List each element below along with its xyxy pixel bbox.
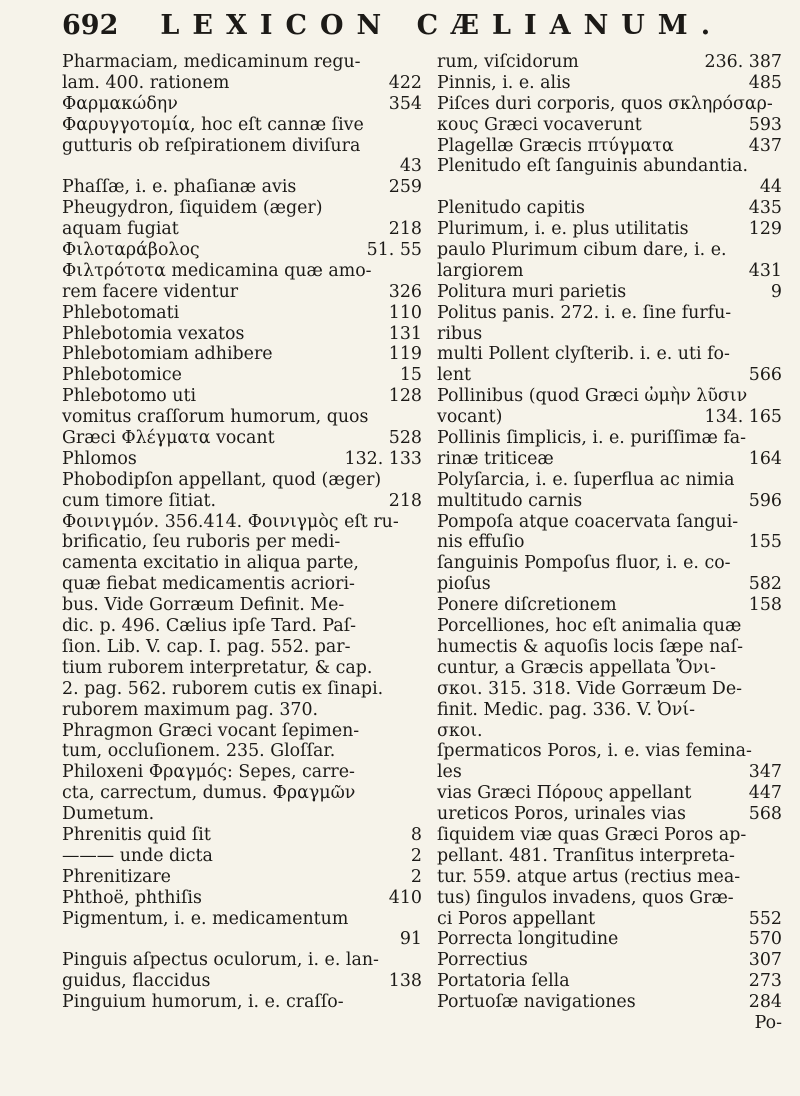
entry-text: Phragmon Græci vocant ſepimen- [62, 720, 360, 741]
entry-line [62, 679, 422, 700]
entry-text: tus) ſingulos invadens, quos Græ- [437, 887, 734, 908]
entry-text: aquam fugiat [62, 219, 179, 240]
entry-line [62, 992, 422, 1013]
page-reference: 91 [399, 929, 422, 950]
entry-line [62, 950, 422, 971]
page-reference: 568 [748, 804, 782, 825]
entry-text: ureticos Poros, urinales vias [437, 804, 686, 825]
entry-text: Piſces duri corporis, quos σκληρόσαρ- [437, 93, 773, 114]
page-reference: 44 [759, 177, 782, 198]
page-reference: 422 [388, 72, 422, 93]
entry-text: tium ruborem interpretatur, & cap. [62, 657, 373, 678]
entry-line [437, 658, 782, 679]
entry-text: gutturis ob reſpirationem diviſura [62, 135, 361, 156]
entry-line [62, 574, 422, 595]
entry-text: multi Pollent clyſterib. i. e. uti fo- [437, 344, 730, 365]
entry-text: pioſus [437, 574, 491, 595]
entry-text: Ponere diſcretionem [437, 595, 617, 616]
entry-text: Pinguium humorum, i. e. craſſo- [62, 992, 344, 1013]
entry-text: Dumetum. [62, 804, 155, 825]
entry-text: Phobodipſon appellant, quod (æger) [62, 469, 382, 490]
page-reference: Po- [754, 1012, 782, 1033]
entry-text: Phaſſæ, i. e. phaſianæ avis [62, 177, 297, 198]
entry-line [62, 512, 422, 533]
entry-text: largiorem [437, 260, 524, 281]
page-reference: 582 [748, 574, 782, 595]
page-reference: 593 [748, 114, 782, 135]
entry-text: ruborem maximum pag. 370. [62, 699, 319, 720]
entry-line [437, 929, 782, 950]
entry-line [62, 303, 422, 324]
entry-text: vomitus craſſorum humorum, quos [62, 407, 369, 428]
entry-line [437, 679, 782, 700]
entry-text: Politus panis. 272. i. e. ſine furfu- [437, 302, 732, 323]
entry-text: finit. Medic. pag. 336. V. Ὀνί- [437, 699, 696, 720]
entry-text: guidus, flaccidus [62, 971, 211, 992]
entry-line [62, 721, 422, 742]
entry-text: brificatio, ſeu ruboris per medi- [62, 532, 341, 553]
entry-text: vias Græci Πόρους appellant [437, 783, 692, 804]
entry-text: Φιλοταράβολος [62, 240, 200, 261]
entry-line [62, 219, 422, 240]
entry-line [437, 825, 782, 846]
entry-text: les [437, 762, 462, 783]
entry-text: Phrenitizare [62, 866, 171, 887]
entry-text: dic. p. 496. Cælius ipſe Tard. Paſ- [62, 616, 357, 637]
page-reference: 431 [748, 260, 782, 281]
entry-text: humectis & aquoſis locis ſæpe naſ- [437, 636, 743, 657]
entry-line [62, 846, 422, 867]
entry-line [62, 261, 422, 282]
entry-text: Portatoria ſella [437, 971, 570, 992]
entry-text: camenta excitatio in aliqua parte, [62, 553, 359, 574]
entry-text: Plenitudo eſt ſanguinis abundantia. [437, 156, 749, 177]
entry-line [437, 1013, 782, 1034]
entry-line [437, 115, 782, 136]
entry-text: Pollinis ſimplicis, i. e. puriſſimæ fa- [437, 428, 747, 449]
entry-line [62, 470, 422, 491]
entry-text: Porrectius [437, 950, 528, 971]
entry-line [437, 407, 782, 428]
entry-text: Pompoſa atque coacervata ſangui- [437, 511, 739, 532]
entry-text: multitudo carnis [437, 490, 583, 511]
entry-line [62, 741, 422, 762]
entry-line [62, 888, 422, 909]
page-reference: 485 [748, 72, 782, 93]
entry-line [62, 386, 422, 407]
entry-text: Phlomos [62, 448, 137, 469]
page-reference: 596 [748, 490, 782, 511]
entry-text: Porrecta longitudine [437, 929, 619, 950]
entry-line [437, 240, 782, 261]
page-reference: 164 [748, 448, 782, 469]
entry-line [437, 344, 782, 365]
entry-text: cta, carrectum, dumus. Φραγμῶν [62, 783, 356, 804]
entry-line [437, 512, 782, 533]
entry-line [62, 909, 422, 930]
entry-text: lam. 400. rationem [62, 72, 230, 93]
running-title: LEXICON CÆLIANUM. [160, 10, 724, 41]
page-reference: 158 [748, 595, 782, 616]
entry-line [437, 888, 782, 909]
page-reference: 8 [410, 824, 422, 845]
entry-text: Pinguis aſpectus oculorum, i. e. lan- [62, 950, 379, 971]
page-reference: 132. 133 [344, 448, 422, 469]
entry-text: Phlebotomiam adhibere [62, 344, 273, 365]
entry-text: Pigmentum, i. e. medicamentum [62, 908, 349, 929]
entry-line [437, 637, 782, 658]
entry-line [437, 136, 782, 157]
entry-line [62, 115, 422, 136]
page-reference: 437 [748, 135, 782, 156]
entry-line [62, 700, 422, 721]
entry-line [62, 762, 422, 783]
entry-line [437, 177, 782, 198]
entry-line [437, 156, 782, 177]
page-reference: 129 [748, 219, 782, 240]
page-reference: 128 [388, 386, 422, 407]
page-reference: 138 [388, 971, 422, 992]
entry-line [62, 783, 422, 804]
entry-text: Phlebotomo uti [62, 386, 197, 407]
entry-line [62, 344, 422, 365]
entry-line [437, 324, 782, 345]
entry-line [62, 532, 422, 553]
right-column [437, 52, 782, 1034]
entry-text: Phlebotomati [62, 302, 180, 323]
entry-line [62, 929, 422, 950]
entry-text: Pheugydron, ſiquidem (æger) [62, 198, 323, 219]
entry-line [437, 741, 782, 762]
page-reference: 552 [748, 908, 782, 929]
entry-line [437, 574, 782, 595]
entry-text: Plagellæ Græcis πτύγματα [437, 135, 674, 156]
entry-line [437, 762, 782, 783]
entry-line [437, 365, 782, 386]
entry-text: pellant. 481. Tranſitus interpreta- [437, 845, 735, 866]
entry-line [62, 407, 422, 428]
entry-text: ſpermaticos Poros, i. e. vias femina- [437, 741, 752, 762]
entry-line [437, 94, 782, 115]
page-reference: 566 [748, 365, 782, 386]
page-reference: 326 [388, 281, 422, 302]
entry-line [437, 992, 782, 1013]
entry-text: vocant) [437, 407, 503, 428]
entry-line [62, 658, 422, 679]
page-reference: 347 [748, 762, 782, 783]
entry-line [62, 595, 422, 616]
page-reference: 354 [388, 93, 422, 114]
entry-line [62, 52, 422, 73]
page-reference: 134. 165 [704, 407, 782, 428]
entry-text: Polyſarcia, i. e. ſuperflua ac nimia [437, 469, 735, 490]
entry-line [437, 428, 782, 449]
entry-line [62, 449, 422, 470]
entry-text: Plenitudo capitis [437, 198, 585, 219]
entry-line [437, 950, 782, 971]
page-reference: 435 [748, 198, 782, 219]
entry-line [437, 449, 782, 470]
entry-text: Philoxeni Φραγμός: Sepes, carre- [62, 762, 355, 783]
entry-text: rem facere videntur [62, 281, 239, 302]
entry-line [437, 386, 782, 407]
page-reference: 528 [388, 428, 422, 449]
page-number: 692 [62, 10, 119, 41]
entry-line [437, 846, 782, 867]
entry-text: Φαρυγγοτομία, hoc eſt cannæ ſive [62, 114, 364, 135]
page-reference: 218 [388, 219, 422, 240]
entry-line [437, 721, 782, 742]
entry-text: cuntur, a Græcis appellata Ὄνι- [437, 657, 716, 678]
entry-text: ——— unde dicta [62, 845, 213, 866]
entry-text: quæ fiebat medicamentis acriori- [62, 574, 355, 595]
entry-line [62, 804, 422, 825]
page-reference: 15 [399, 365, 422, 386]
entry-line [62, 136, 422, 157]
page-reference: 2 [410, 845, 422, 866]
entry-line [62, 156, 422, 177]
entry-text: Phthoë, phthiſis [62, 887, 202, 908]
entry-line [437, 804, 782, 825]
entry-line [62, 867, 422, 888]
page-header [62, 10, 762, 50]
entry-line [437, 261, 782, 282]
entry-text: Græci Φλέγματα vocant [62, 428, 275, 449]
page-reference: 131 [388, 323, 422, 344]
entry-line [437, 470, 782, 491]
entry-line [437, 219, 782, 240]
entry-text: 2. pag. 562. ruborem cutis ex ſinapi. [62, 678, 384, 699]
entry-text: ci Poros appellant [437, 908, 596, 929]
entry-text: bus. Vide Gorræum Definit. Me- [62, 595, 345, 616]
page-reference: 119 [388, 344, 422, 365]
page-reference: 51. 55 [366, 240, 422, 261]
entry-line [437, 867, 782, 888]
entry-line [437, 616, 782, 637]
page-reference: 447 [748, 783, 782, 804]
entry-text: rum, viſcidorum [437, 52, 579, 72]
entry-text: Pinnis, i. e. alis [437, 72, 571, 93]
entry-text: Phlebotomia vexatos [62, 323, 245, 344]
page-reference: 9 [770, 281, 782, 302]
entry-line [62, 73, 422, 94]
entry-line [62, 971, 422, 992]
entry-text: Porcelliones, hoc eſt animalia quæ [437, 616, 742, 637]
entry-text: Φαρμακώδην [62, 93, 178, 114]
entry-text: κους Græci vocaverunt [437, 114, 642, 135]
entry-line [437, 595, 782, 616]
entry-line [62, 324, 422, 345]
page-reference: 284 [748, 992, 782, 1013]
entry-text: tur. 559. atque artus (rectius mea- [437, 866, 741, 887]
page-reference: 43 [399, 156, 422, 177]
page-reference: 273 [748, 971, 782, 992]
entry-text: Pharmaciam, medicaminum regu- [62, 52, 361, 72]
entry-line [437, 971, 782, 992]
entry-line [62, 491, 422, 512]
page-reference: 236. 387 [704, 52, 782, 72]
entry-line [437, 198, 782, 219]
entry-text: Phlebotomice [62, 365, 182, 386]
entry-line [437, 303, 782, 324]
page-reference: 110 [388, 302, 422, 323]
entry-line [62, 94, 422, 115]
page-reference: 259 [388, 177, 422, 198]
page-reference: 155 [748, 532, 782, 553]
left-column [62, 52, 422, 1013]
entry-line [437, 282, 782, 303]
entry-text: Plurimum, i. e. plus utilitatis [437, 219, 689, 240]
entry-text: ribus [437, 323, 483, 344]
page-reference: 570 [748, 929, 782, 950]
entry-text: Politura muri parietis [437, 281, 627, 302]
page-reference: 307 [748, 950, 782, 971]
entry-text: ſion. Lib. V. cap. I. pag. 552. par- [62, 636, 351, 657]
entry-text: Pollinibus (quod Græci ὠμὴν λῦσιν [437, 386, 748, 407]
entry-line [62, 198, 422, 219]
entry-text: σκοι. 315. 318. Vide Gorræum De- [437, 678, 743, 699]
entry-text: tum, occluſionem. 235. Gloſſar. [62, 741, 336, 762]
entry-text: paulo Plurimum cibum dare, i. e. [437, 240, 727, 261]
entry-line [437, 909, 782, 930]
entry-text: ſanguinis Pompoſus fluor, i. e. co- [437, 553, 731, 574]
page-reference: 410 [388, 887, 422, 908]
entry-line [437, 783, 782, 804]
entry-line [437, 52, 782, 73]
entry-text: Phrenitis quid ſit [62, 824, 211, 845]
entry-line [437, 73, 782, 94]
entry-text: Φιλτρότοτα medicamina quæ amo- [62, 260, 372, 281]
entry-line [62, 177, 422, 198]
entry-text: σκοι. [437, 720, 483, 741]
entry-line [437, 491, 782, 512]
entry-text: Φοινιγμόν. 356.414. Φοινιγμὸς eſt ru- [62, 511, 399, 532]
entry-text: Portuoſæ navigationes [437, 992, 636, 1013]
entry-line [62, 428, 422, 449]
entry-text: nis effuſio [437, 532, 525, 553]
entry-line [62, 825, 422, 846]
entry-text: ſiquidem viæ quas Græci Poros ap- [437, 824, 747, 845]
entry-line [437, 553, 782, 574]
entry-line [437, 532, 782, 553]
entry-line [62, 616, 422, 637]
page-reference: 2 [410, 866, 422, 887]
entry-line [62, 240, 422, 261]
page-reference: 218 [388, 490, 422, 511]
entry-line [62, 553, 422, 574]
entry-line [62, 637, 422, 658]
entry-line [437, 700, 782, 721]
entry-text: cum timore ſitiat. [62, 490, 217, 511]
entry-text: rinæ triticeæ [437, 448, 554, 469]
entry-line [62, 365, 422, 386]
entry-text: lent [437, 365, 472, 386]
entry-line [62, 282, 422, 303]
